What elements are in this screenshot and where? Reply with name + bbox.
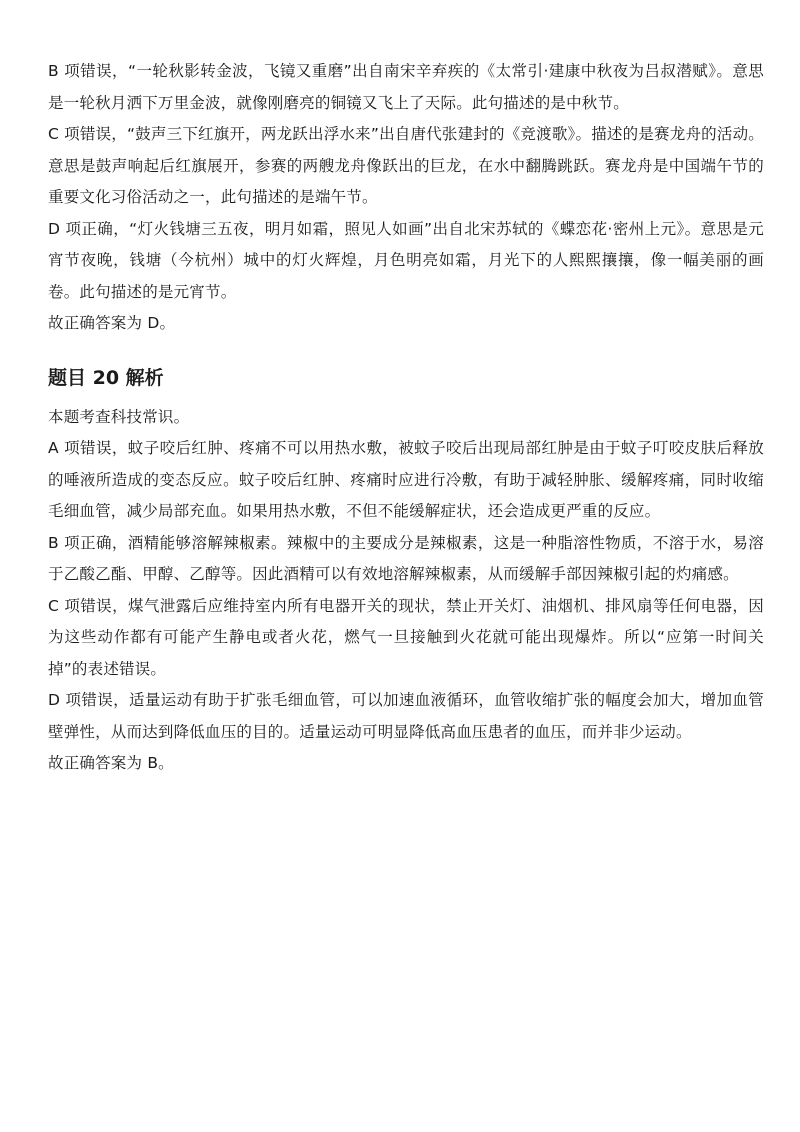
answer-q20: 故正确答案为 B。 (48, 754, 174, 772)
document-page (48, 56, 764, 780)
option-d-explanation: D 项错误，适量运动有助于扩张毛细血管，可以加速血液循环，血管收缩扩张的幅度会加大，增加血管壁弹性，从而达到降低血压的目的。适量运动可明显降低高血压患者的血压，而并非少运动。 (48, 691, 764, 741)
option-b-explanation: B 项正确，酒精能够溶解辣椒素。辣椒中的主要成分是辣椒素，这是一种脂溶性物质，不溶于水，易溶于乙酸乙酯、甲醇、乙醇等。因此酒精可以有效地溶解辣椒素，从而缓解手部因辣椒引起的灼痛感。 (48, 533, 764, 583)
option-c-explanation-q19: C 项错误，“鼓声三下红旗开，两龙跃出浮水来”出自唐代张建封的《竞渡歌》。描述的是赛龙舟的活动。意思是鼓声响起后红旗展开，参赛的两艘龙舟像跃出的巨龙，在水中翻腾跳跃。赛龙舟是中国端午节的重要文化习俗活动之一，此句描述的是端午节。 (48, 125, 764, 206)
option-d-explanation-q19: D 项正确，“灯火钱塘三五夜，明月如霜，照见人如画”出自北宋苏轼的《蝶恋花·密州上元》。意思是元宵节夜晚，钱塘（今杭州）城中的灯火辉煌，月色明亮如霜，月光下的人熙熙攘攘，像一幅美丽的画卷。此句描述的是元宵节。 (48, 219, 764, 301)
topic-intro: 本题考查科技常识。 (48, 407, 190, 426)
section-title: 题目 20 解析 (48, 366, 164, 389)
option-b-explanation-q19: B 项错误，“一轮秋影转金波，飞镜又重磨”出自南宋辛弃疾的《太常引·建康中秋夜为吕叔潜赋》。意思是一轮秋月洒下万里金波，就像刚磨亮的铜镜又飞上了天际。此句描述的是中秋节。 (48, 62, 764, 112)
answer-q19: 故正确答案为 D。 (48, 314, 176, 332)
option-c-explanation: C 项错误，煤气泄露后应维持室内所有电器开关的现状，禁止开关灯、油烟机、排风扇等任何电器，因为这些动作都有可能产生静电或者火花，燃气一旦接触到火花就可能出现爆炸。所以“应第一时间关掉”的表述错误。 (48, 596, 764, 678)
option-a-explanation: A 项错误，蚊子咬后红肿、疼痛不可以用热水敷，被蚊子咬后出现局部红肿是由于蚊子叮咬皮肤后释放的唾液所造成的变态反应。蚊子咬后红肿、疼痛时应进行冷敷，有助于减轻肿胀、缓解疼痛，同时收缩毛细血管，减少局部充血。如果用热水敷，不但不能缓解症状，还会造成更严重的反应。 (48, 439, 764, 520)
